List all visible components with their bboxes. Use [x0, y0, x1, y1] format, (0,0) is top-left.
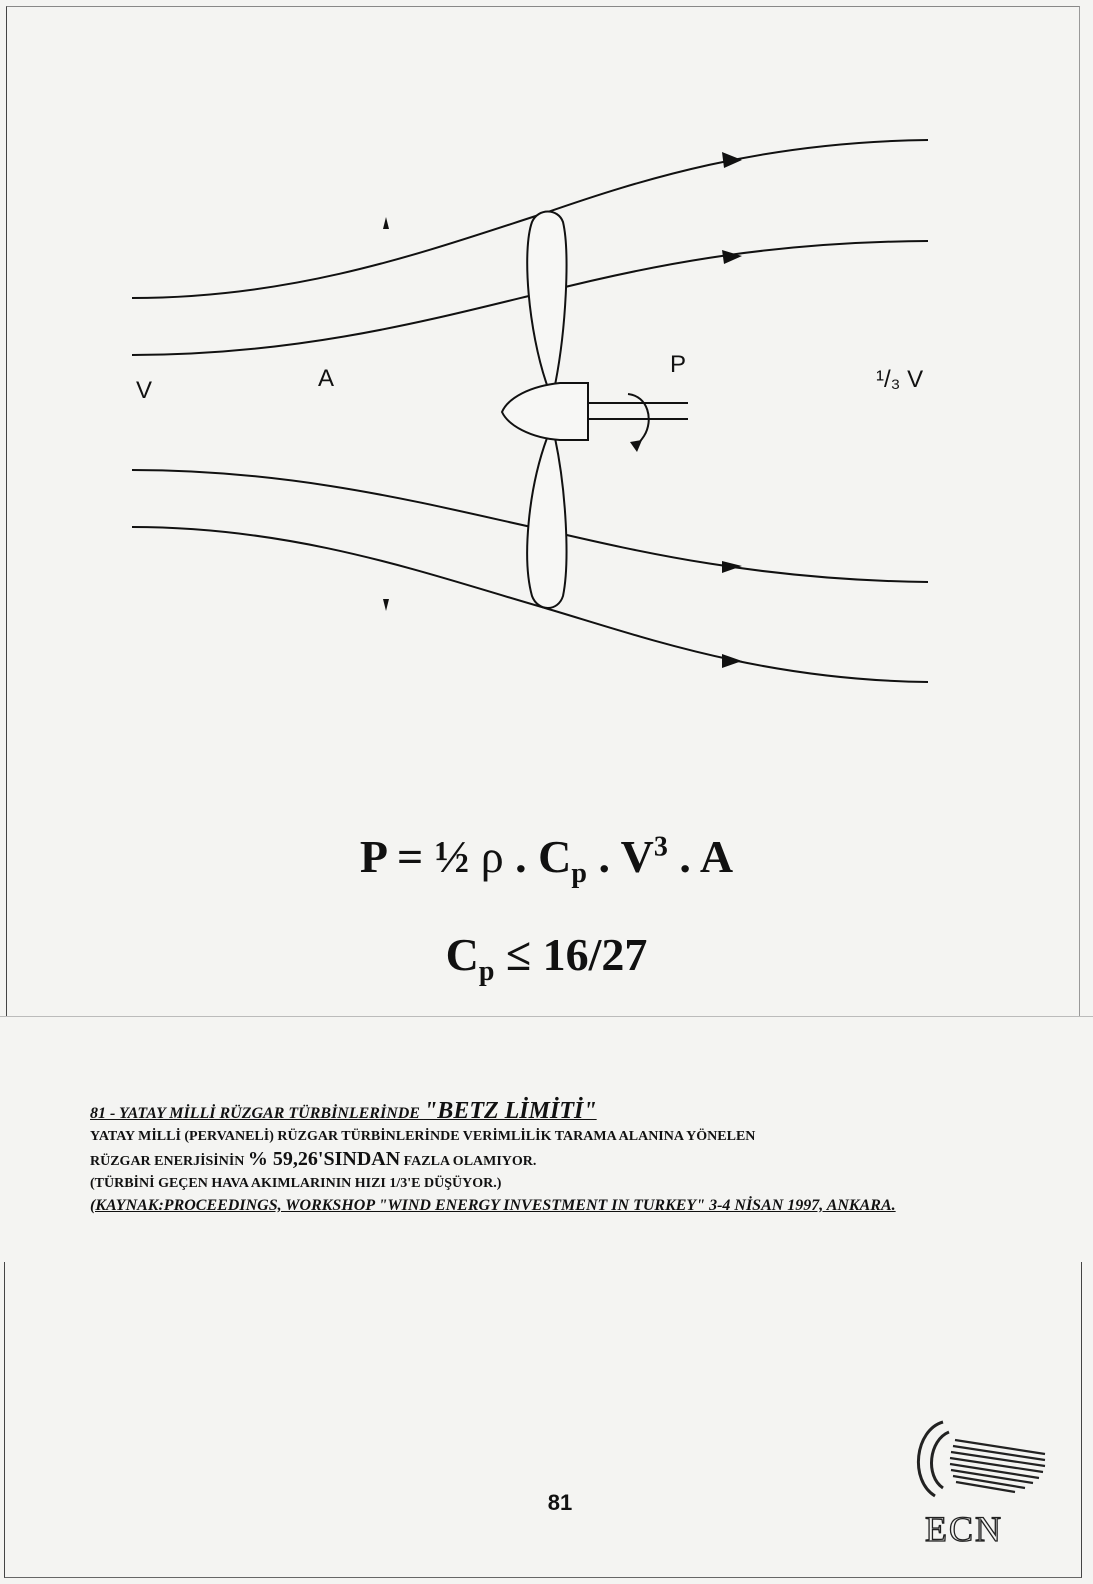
limit-value: ≤ 16/27	[494, 929, 648, 980]
formula-a: . A	[667, 831, 734, 882]
caption-line-3: (TÜRBİNİ GEÇEN HAVA AKIMLARININ HIZI 1/3'E DÜŞÜYOR.)	[90, 1176, 502, 1191]
label-power: P	[670, 351, 687, 378]
caption-block	[90, 1100, 1010, 1217]
page-divider	[0, 1016, 1093, 1017]
caption-line-1: YATAY MİLLİ (PERVANELİ) RÜZGAR TÜRBİNLERİNDE VERİMLİLİK TARAMA ALANINA YÖNELEN	[90, 1129, 756, 1144]
arrow-head-4	[722, 654, 742, 668]
tick-down	[383, 599, 389, 611]
formula-eq: = ½	[385, 831, 481, 882]
caption-source: (KAYNAK:PROCEEDINGS, WORKSHOP "WIND ENERGY INVESTMENT IN TURKEY" 3-4 NİSAN 1997, ANKARA.	[90, 1197, 896, 1214]
formula-p: P	[359, 831, 386, 882]
caption-title: 81 - YATAY MİLLİ RÜZGAR TÜRBİNLERİNDE "BETZ LİMİTİ"	[90, 1098, 597, 1124]
arrow-head-2	[722, 250, 742, 264]
hub-icon	[502, 383, 588, 440]
ecn-logo-text: ECN	[925, 1509, 1003, 1549]
formula-v-sup: 3	[653, 831, 668, 863]
page-number: 81	[547, 1490, 573, 1515]
label-v-out: ¹/₃ V	[876, 366, 924, 393]
formula-cp: . C	[503, 831, 572, 882]
limit-sub: p	[478, 956, 495, 988]
arrow-head-1	[722, 152, 742, 168]
caption-line-2: RÜZGAR ENERJİSİNİN % 59,26'SINDAN FAZLA OLAMIYOR.	[90, 1148, 537, 1170]
arrow-head-3	[722, 561, 742, 573]
betz-limit-formula	[0, 928, 1093, 988]
formula-rho: ρ	[480, 831, 504, 882]
label-v-in: V	[136, 377, 153, 404]
label-area: A	[318, 365, 335, 392]
power-formula	[0, 830, 1093, 890]
tick-up	[383, 217, 389, 229]
limit-c: C	[445, 929, 479, 980]
formula-cp-sub: p	[571, 858, 587, 890]
formula-v: . V	[586, 831, 654, 882]
blade-upper-icon	[527, 212, 566, 386]
blade-lower-icon	[527, 438, 566, 608]
